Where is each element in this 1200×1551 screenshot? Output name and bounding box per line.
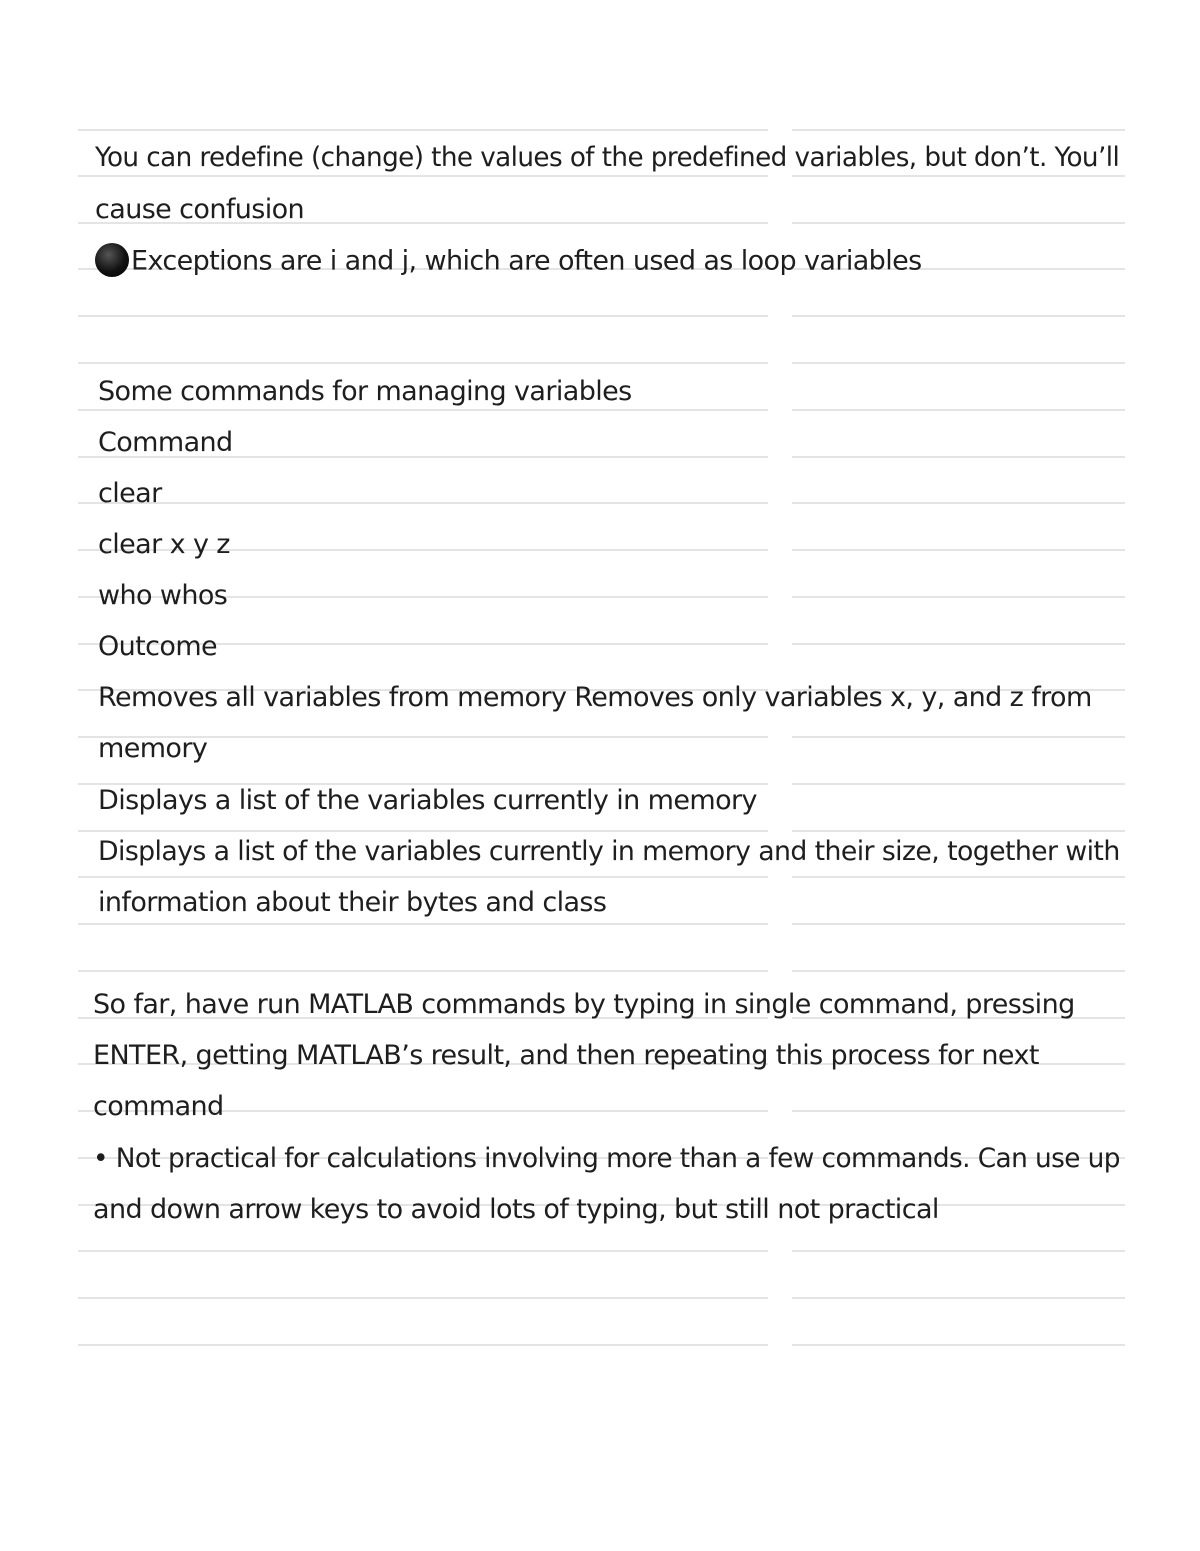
outcome-line-2: memory (98, 733, 208, 764)
ruled-line (792, 830, 1125, 832)
ruled-line (792, 1344, 1125, 1346)
ruled-line (78, 502, 768, 504)
ruled-line (78, 175, 768, 177)
ruled-line (792, 970, 1125, 972)
ruled-line (792, 1110, 1125, 1112)
ruled-line (792, 596, 1125, 598)
ruled-line (78, 315, 768, 317)
ruled-line (792, 736, 1125, 738)
ruled-line (78, 362, 768, 364)
ruled-line (792, 1297, 1125, 1299)
ruled-line (792, 502, 1125, 504)
ruled-line (78, 409, 768, 411)
command-clear-xyz: clear x y z (98, 529, 230, 560)
command-clear: clear (98, 478, 162, 509)
ruled-line (792, 362, 1125, 364)
ruled-line (792, 876, 1125, 878)
outcome-line-5: information about their bytes and class (98, 887, 607, 918)
outcome-line-4: Displays a list of the variables currently in memory and their size, together with (98, 836, 1120, 867)
outcome-line-1: Removes all variables from memory Removes only variables x, y, and z from (98, 682, 1092, 713)
ruled-line (792, 643, 1125, 645)
predefined-variables-line-2: cause confusion (95, 194, 305, 225)
managing-variables-title: Some commands for managing variables (98, 376, 632, 407)
predefined-variables-line-1: You can redefine (change) the values of the predefined variables, but don’t. You’ll (95, 142, 1120, 173)
ruled-line (78, 830, 768, 832)
ruled-line (78, 876, 768, 878)
exceptions-bullet-text: Exceptions are i and j, which are often used as loop variables (131, 245, 922, 277)
ruled-line (78, 970, 768, 972)
ruled-line (792, 222, 1125, 224)
ruled-line (792, 129, 1125, 131)
ruled-line (792, 456, 1125, 458)
ruled-line (792, 783, 1125, 785)
bullet-dot-icon (95, 243, 129, 277)
ruled-line (78, 129, 768, 131)
ruled-line (792, 549, 1125, 551)
ruled-line (792, 175, 1125, 177)
command-who-whos: who whos (98, 580, 228, 611)
ruled-line (792, 409, 1125, 411)
ruled-line (78, 1297, 768, 1299)
exceptions-bullet (95, 245, 922, 279)
ruled-line (78, 1344, 768, 1346)
ruled-line (792, 923, 1125, 925)
command-header: Command (98, 427, 233, 458)
ruled-line (78, 923, 768, 925)
not-practical-line-2: and down arrow keys to avoid lots of typing, but still not practical (93, 1194, 939, 1225)
not-practical-line-1: • Not practical for calculations involving more than a few commands. Can use up (93, 1143, 1120, 1174)
ruled-line (792, 315, 1125, 317)
matlab-commands-line-3: command (93, 1091, 224, 1122)
matlab-commands-line-2: ENTER, getting MATLAB’s result, and then repeating this process for next (93, 1040, 1039, 1071)
ruled-line (792, 1250, 1125, 1252)
outcome-header: Outcome (98, 631, 218, 662)
ruled-line (78, 1250, 768, 1252)
outcome-line-3: Displays a list of the variables currently in memory (98, 785, 757, 816)
matlab-commands-line-1: So far, have run MATLAB commands by typing in single command, pressing (93, 989, 1075, 1020)
